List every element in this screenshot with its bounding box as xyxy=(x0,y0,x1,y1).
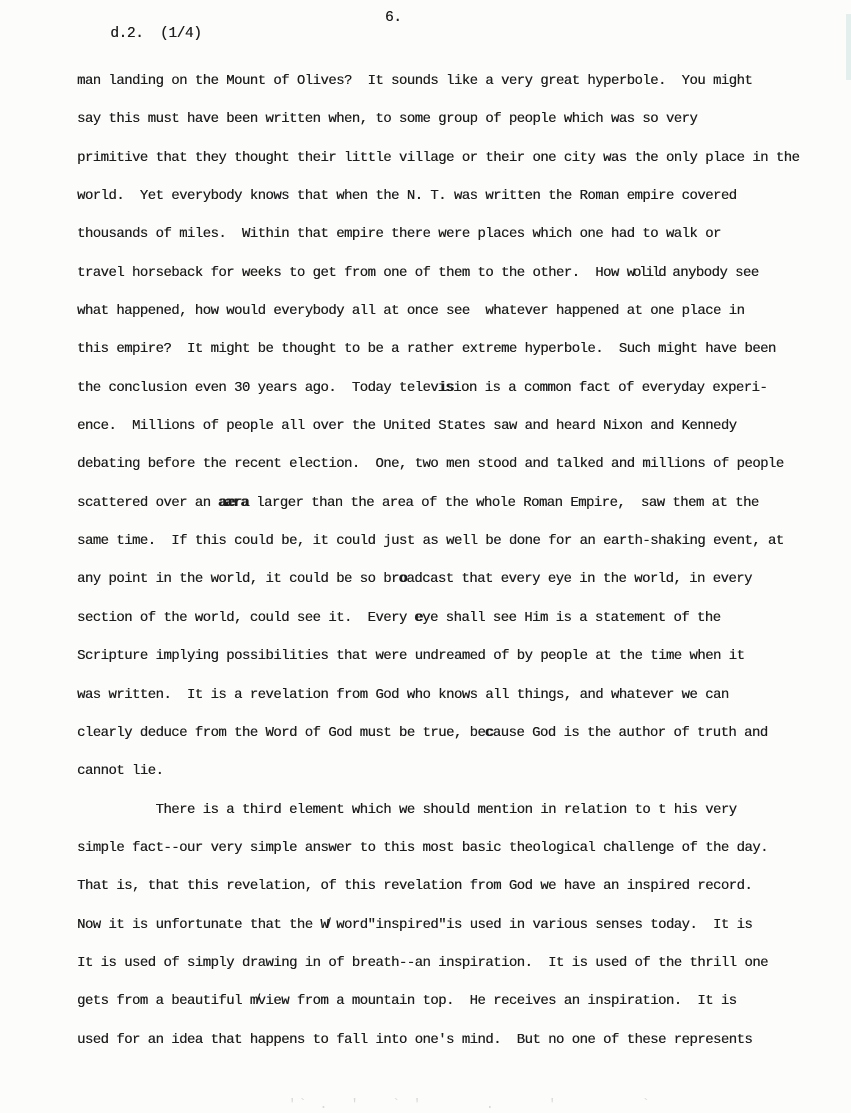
overstruck-text: is xyxy=(438,379,454,396)
text-line: used for an idea that happens to fall into one's mind. But no one of these represents xyxy=(77,1031,753,1048)
scan-edge-artifact xyxy=(846,14,851,80)
text-line: scattered over an aæra larger than the area of the whole Roman Empire, saw them at the xyxy=(77,494,759,511)
text-line: It is used of simply drawing in of breath--an inspiration. It is used of the thrill one xyxy=(77,954,768,971)
text-line: cannot lie. xyxy=(77,763,164,780)
text-line: primitive that they thought their little village or their one city was the only place in the xyxy=(77,149,800,166)
text-line: There is a third element which we should mention in relation to t his very xyxy=(77,801,737,818)
text-line: That is, that this revelation, of this revelation from God we have an inspired record. xyxy=(77,878,753,895)
overstruck-text: e xyxy=(414,609,423,626)
text-line: any point in the world, it could be so broadcast that every eye in the world, in every xyxy=(77,571,752,588)
overstruck-text: o xyxy=(398,571,407,588)
text-line: same time. If this could be, it could just as well be done for an earth-shaking event, at xyxy=(77,533,784,550)
text-line: travel horseback for weeks to get from one of them to the other. How wolild anybody see xyxy=(77,264,759,281)
paragraph-1 xyxy=(77,62,839,791)
text-line: simple fact--our very simple answer to this most basic theological challenge of the day. xyxy=(77,839,768,856)
text-line: gets from a beautiful m̸view from a mountain top. He receives an inspiration. It is xyxy=(77,993,737,1010)
document-body xyxy=(77,62,839,1059)
overstruck-text: aæra xyxy=(218,494,249,511)
text-line: thousands of miles. Within that empire there were places which one had to walk or xyxy=(77,226,721,243)
doc-reference: d.2. (1/4) xyxy=(110,26,202,42)
text-line: clearly deduce from the Word of God must be true, because God is the author of truth and xyxy=(77,724,768,741)
text-line: ence. Millions of people all over the United States saw and heard Nixon and Kennedy xyxy=(77,418,737,435)
overstruck-text: c xyxy=(485,724,493,741)
text-line: say this must have been written when, to some group of people which was so very xyxy=(77,111,698,128)
text-line: Scripture implying possibilities that were undreamed of by people at the time when it xyxy=(77,648,745,665)
text-line: man landing on the Mount of Olives? It sounds like a very great hyperbole. You might xyxy=(77,73,753,89)
text-line: what happened, how would everybody all at once see whatever happened at one place in xyxy=(77,303,745,320)
overstruck-text: wolild xyxy=(626,264,665,281)
text-line: debating before the recent election. One, two men stood and talked and millions of people xyxy=(77,456,784,473)
text-line: was written. It is a revelation from God who knows all things, and whatever we can xyxy=(77,686,729,703)
text-line: Now it is unfortunate that the W̸ word"inspired"is used in various senses today. It is xyxy=(77,916,753,933)
text-line: world. Yet everybody knows that when the N. T. was written the Roman empire covered xyxy=(77,188,737,205)
paragraph-2 xyxy=(77,791,839,1059)
text-line: this empire? It might be thought to be a rather extreme hyperbole. Such might have been xyxy=(77,341,776,358)
page-number: 6. xyxy=(385,10,402,26)
text-line: the conclusion even 30 years ago. Today television is a common fact of everyday experi- xyxy=(77,379,768,396)
text-line: section of the world, could see it. Every eye shall see Him is a statement of the xyxy=(77,609,721,626)
bottom-cutoff-line-artifact: '` . ' ` ' . ' ` xyxy=(288,1097,653,1113)
